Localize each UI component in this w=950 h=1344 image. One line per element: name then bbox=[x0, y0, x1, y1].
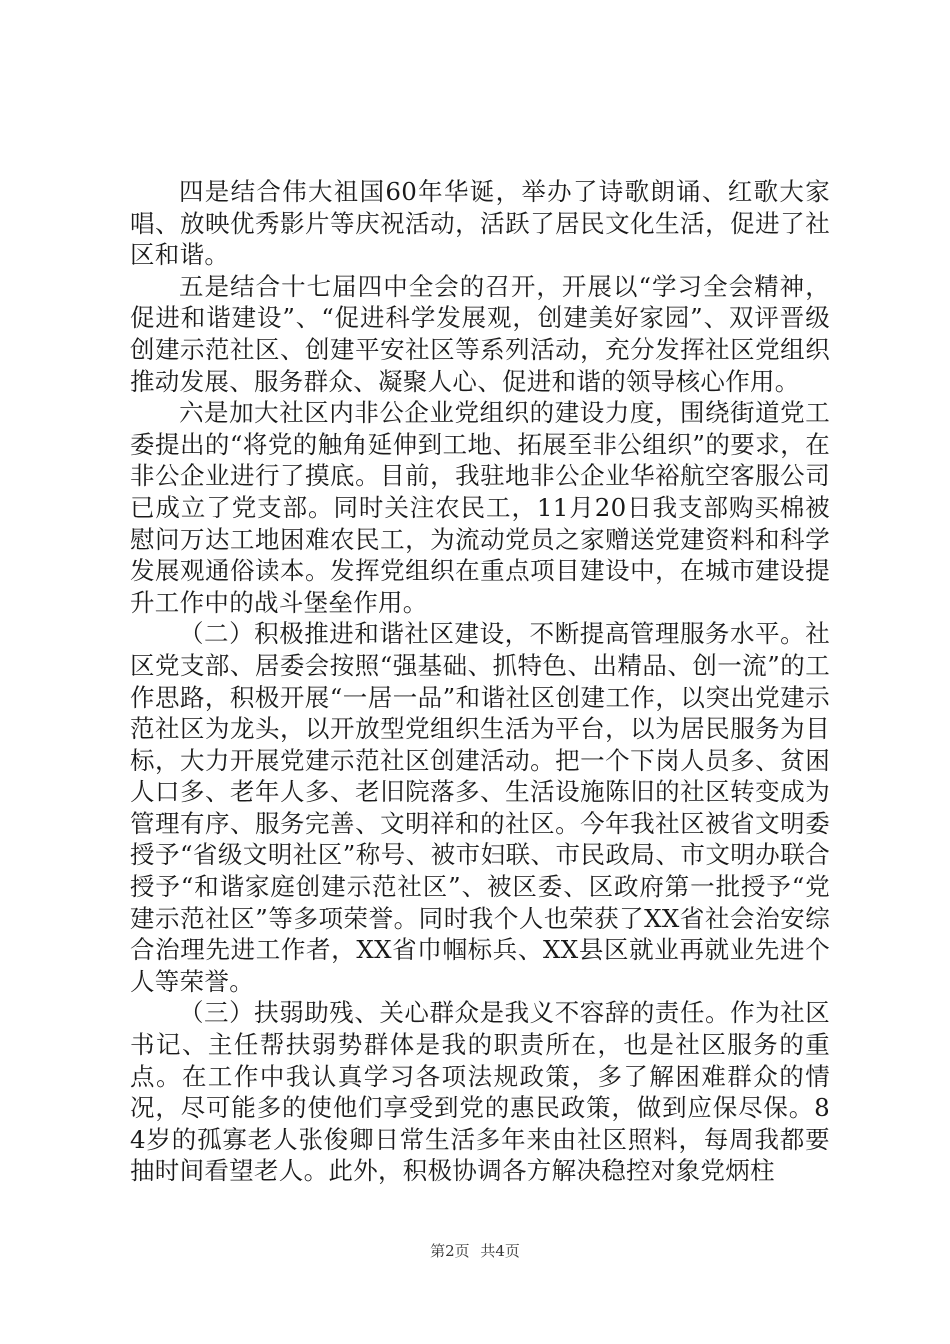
page-footer bbox=[0, 1240, 950, 1261]
paragraph-plenary-session-activities: 五是结合十七届四中全会的召开，开展以“学习全会精神，促进和谐建设”、“促进科学发展观，创建美好家园”、双评晋级创建示范社区、创建平安社区等系列活动，充分发挥社区党组织推动发展、服务群众、凝聚人心、促进和谐的领导核心作用。 bbox=[130, 271, 830, 396]
paragraph-non-public-enterprise-party: 六是加大社区内非公企业党组织的建设力度，围绕街道党工委提出的“将党的触角延伸到工地、拓展至非公组织”的要求，在非公企业进行了摸底。目前，我驻地非公企业华裕航空客服公司已成立了党支部。同时关注农民工，11月20日我支部购买棉被慰问万达工地困难农民工，为流动党员之家赠送党建资料和科学发展观通俗读本。发挥党组织在重点项目建设中，在城市建设提升工作中的战斗堡垒作用。 bbox=[130, 398, 830, 617]
document-body bbox=[130, 176, 830, 1187]
paragraph-helping-vulnerable: （三）扶弱助残、关心群众是我义不容辞的责任。作为社区书记、主任帮扶弱势群体是我的职责所在，也是社区服务的重点。在工作中我认真学习各项法规政策，多了解困难群众的情况，尽可能多的使他们享受到党的惠民政策，做到应保尽保。84岁的孤寡老人张俊卿日常生活多年来由社区照料，每周我都要抽时间看望老人。此外，积极协调各方解决稳控对象党炳柱 bbox=[130, 998, 830, 1186]
paragraph-celebration-activities: 四是结合伟大祖国60年华诞，举办了诗歌朗诵、红歌大家唱、放映优秀影片等庆祝活动，活跃了居民文化生活，促进了社区和谐。 bbox=[130, 177, 830, 270]
paragraph-harmonious-community: （二）积极推进和谐社区建设，不断提高管理服务水平。社区党支部、居委会按照“强基础、抓特色、出精品、创一流”的工作思路，积极开展“一居一品”和谐社区创建工作，以突出党建示范社区为龙头，以开放型党组织生活为平台，以为居民服务为目标，大力开展党建示范社区创建活动。把一个下岗人员多、贫困人口多、老年人多、老旧院落多、生活设施陈旧的社区转变成为管理有序、服务完善、文明祥和的社区。今年我社区被省文明委授予“省级文明社区”称号、被市妇联、市民政局、市文明办联合授予“和谐家庭创建示范社区”、被区委、区政府第一批授予“党建示范社区”等多项荣誉。同时我个人也荣获了XX省社会治安综合治理先进工作者，XX省巾帼标兵、XX县区就业再就业先进个人等荣誉。 bbox=[130, 619, 830, 996]
page-number: 第2页 bbox=[430, 1242, 470, 1260]
page-total: 共4页 bbox=[480, 1242, 520, 1260]
